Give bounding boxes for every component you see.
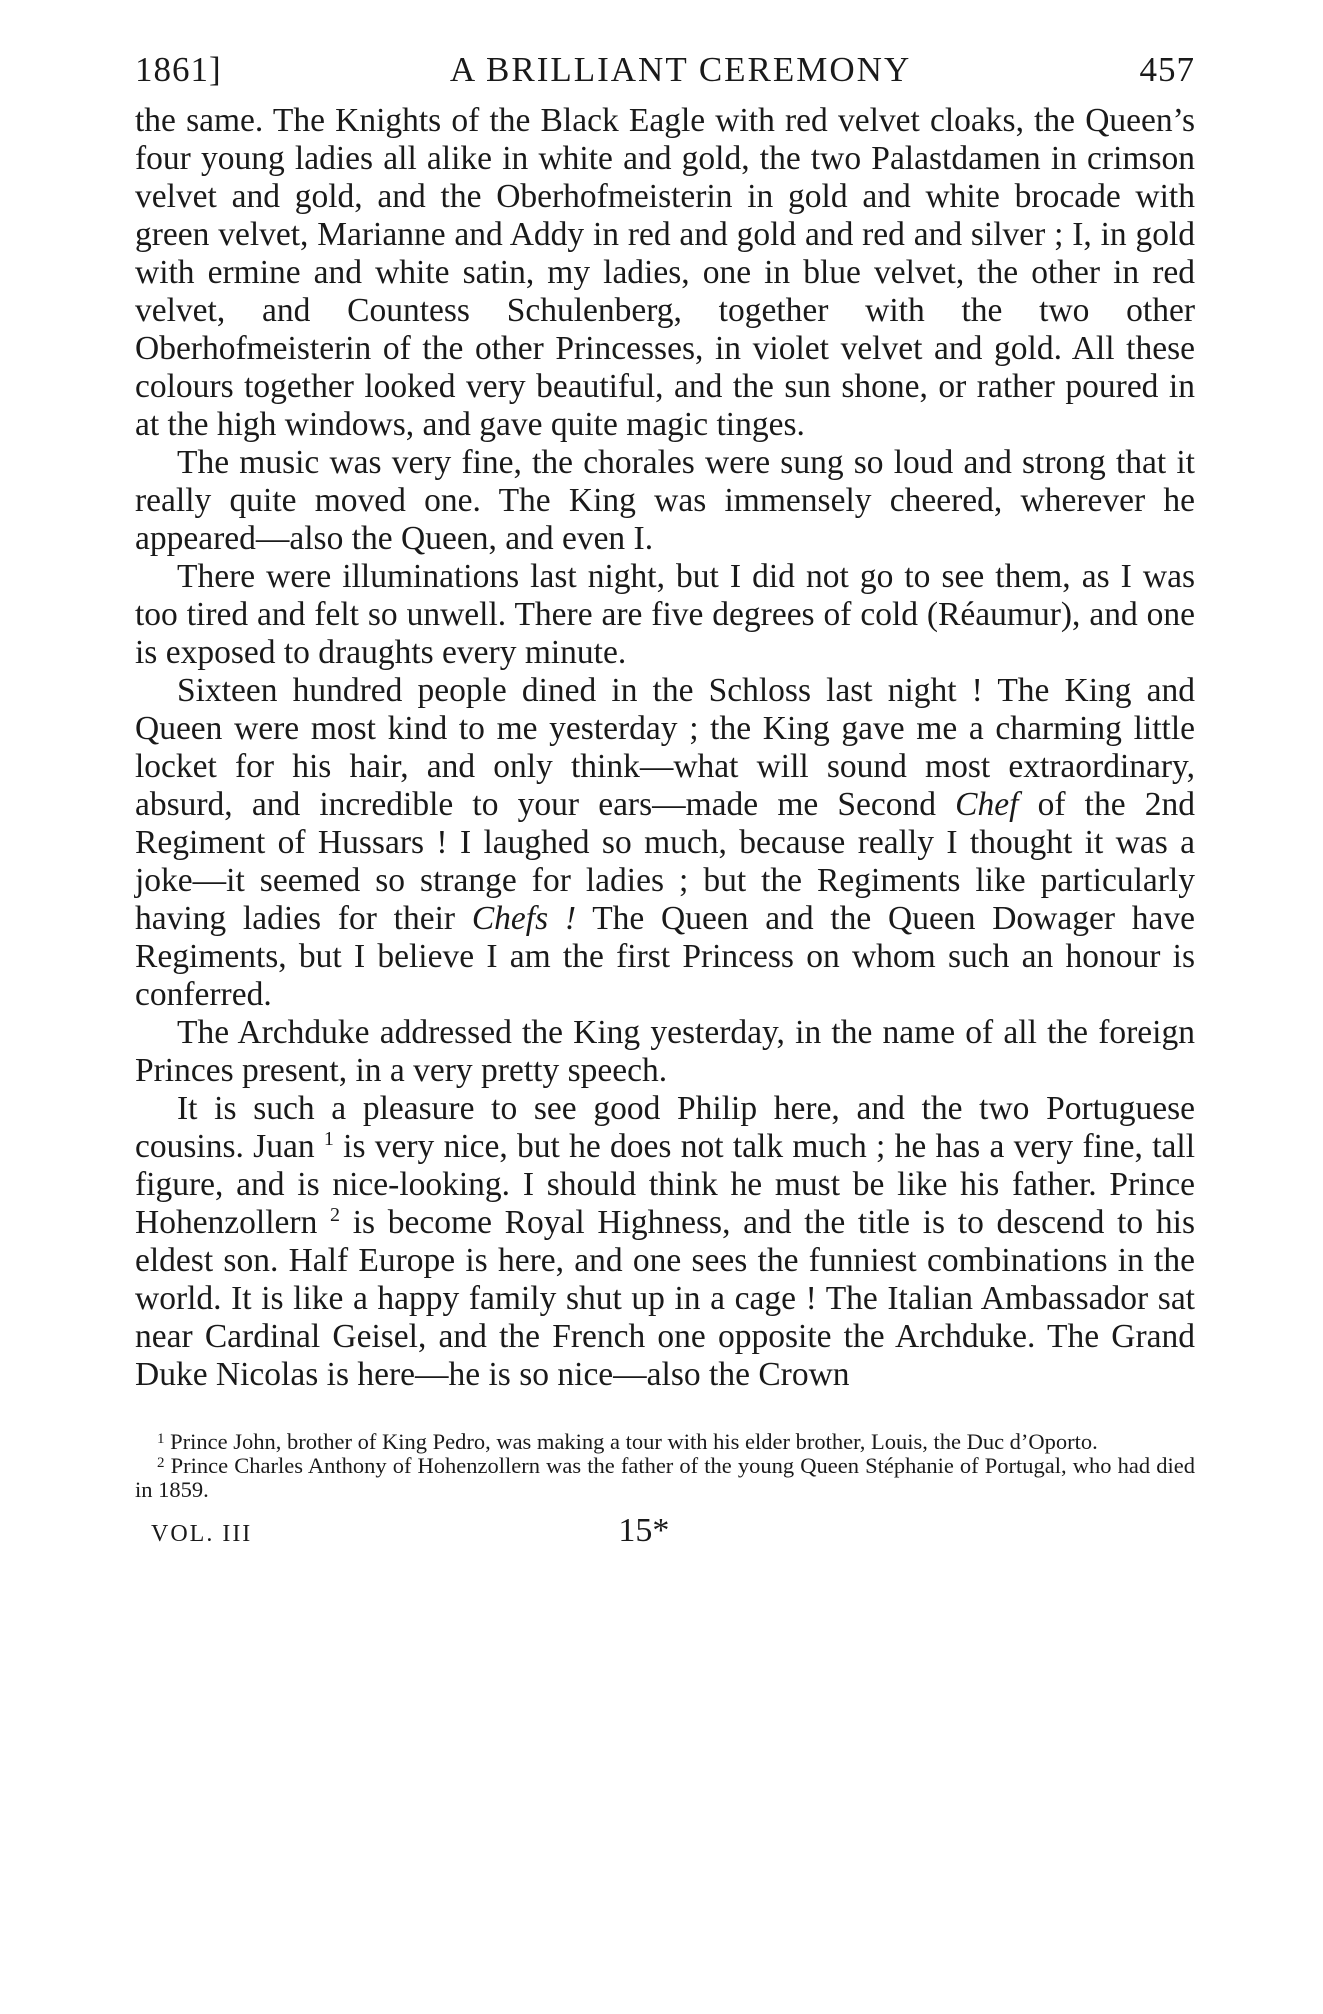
footnote-mark: 1 — [157, 1431, 165, 1447]
text-run: The music was very fine, the chorales were sung so loud and strong that it really quite moved one. The King was immensely cheered, wherever he appeared—also the Queen, and even I. — [135, 444, 1195, 557]
paragraph — [135, 444, 1195, 558]
body-text — [135, 102, 1195, 1394]
text-run: The Queen and the Queen Dowager have Regiments, but I believe I am the first Princess on whom such an honour is conferred. — [135, 900, 1196, 1013]
book-page — [135, 50, 1195, 1550]
signature-mark: 15* — [618, 1512, 670, 1549]
footnote-mark: 2 — [157, 1455, 165, 1471]
page-number: 457 — [1139, 50, 1195, 89]
running-head-title: A BRILLIANT CEREMONY — [449, 50, 912, 89]
paragraph — [135, 1014, 1195, 1090]
footnote-ref: 1 — [323, 1128, 334, 1150]
text-run: is very nice, but he does not talk much ; he has a very fine, tall figure, and is nice-looking. I should think he must be like his father. Prince Hohenzollern — [135, 1128, 1196, 1241]
volume-label: VOL. III — [151, 1521, 253, 1547]
paragraph — [135, 102, 1195, 444]
text-run: Sixteen hundred people dined in the Schloss last night ! The King and Queen were most kind to me yesterday ; the King gave me a charming little locket for his hair, and only think—what will sound most extraordinary, absurd, and incredible to your ears—made me Second — [135, 672, 1195, 823]
footnotes — [135, 1430, 1195, 1502]
footnote — [135, 1430, 1195, 1454]
running-head-year: 1861] — [135, 50, 222, 89]
footnote-text: Prince John, brother of King Pedro, was making a tour with his elder brother, Louis, the Duc d’Oporto. — [164, 1429, 1098, 1454]
paragraph — [135, 1090, 1195, 1394]
footnote — [135, 1454, 1195, 1502]
text-run: The Archduke addressed the King yesterday, in the name of all the foreign Princes present, in a very pretty speech. — [135, 1014, 1195, 1089]
signature-line — [135, 1512, 1195, 1550]
text-run: the same. The Knights of the Black Eagle with red velvet cloaks, the Queen’s four young ladies all alike in white and gold, the two Palastdamen in crimson velvet and gold, and the Oberhofmeisterin in gold and white brocade with green velvet, Marianne and Addy in red and gold and red and silver ; I, in gold with ermine and white satin, my ladies, one in blue velvet, the other in red velvet, and Countess Schulenberg, together with the two other Oberhofmeisterin of the other Princesses, in violet velvet and gold. All these colours together looked very beautiful, and the sun shone, or rather poured in at the high windows, and gave quite magic tinges. — [135, 102, 1195, 443]
italic-text: Chefs ! — [471, 900, 577, 937]
running-head — [135, 50, 1195, 102]
footnote-text: Prince Charles Anthony of Hohenzollern was the father of the young Queen Stéphanie of Portugal, who had died in 1859. — [135, 1453, 1195, 1502]
paragraph — [135, 672, 1195, 1014]
text-run: is become Royal Highness, and the title is to descend to his eldest son. Half Europe is here, and one sees the funniest combinations in the world. It is like a happy family shut up in a cage ! The Italian Ambassador sat near Cardinal Geisel, and the French one opposite the Archduke. The Grand Duke Nicolas is here—he is so nice—also the Crown — [135, 1204, 1195, 1393]
footnote-ref: 2 — [330, 1204, 341, 1226]
text-run: There were illuminations last night, but I did not go to see them, as I was too tired and felt so unwell. There are five degrees of cold (Réaumur), and one is exposed to draughts every minute. — [135, 558, 1195, 671]
italic-text: Chef — [955, 786, 1019, 823]
text-run: of the 2nd Regiment of Hussars ! I laughed so much, because really I thought it was a joke—it seemed so strange for ladies ; but the Regiments like particularly having ladies for their — [135, 786, 1195, 937]
text-run: It is such a pleasure to see good Philip here, and the two Portuguese cousins. Juan — [135, 1090, 1195, 1165]
paragraph — [135, 558, 1195, 672]
